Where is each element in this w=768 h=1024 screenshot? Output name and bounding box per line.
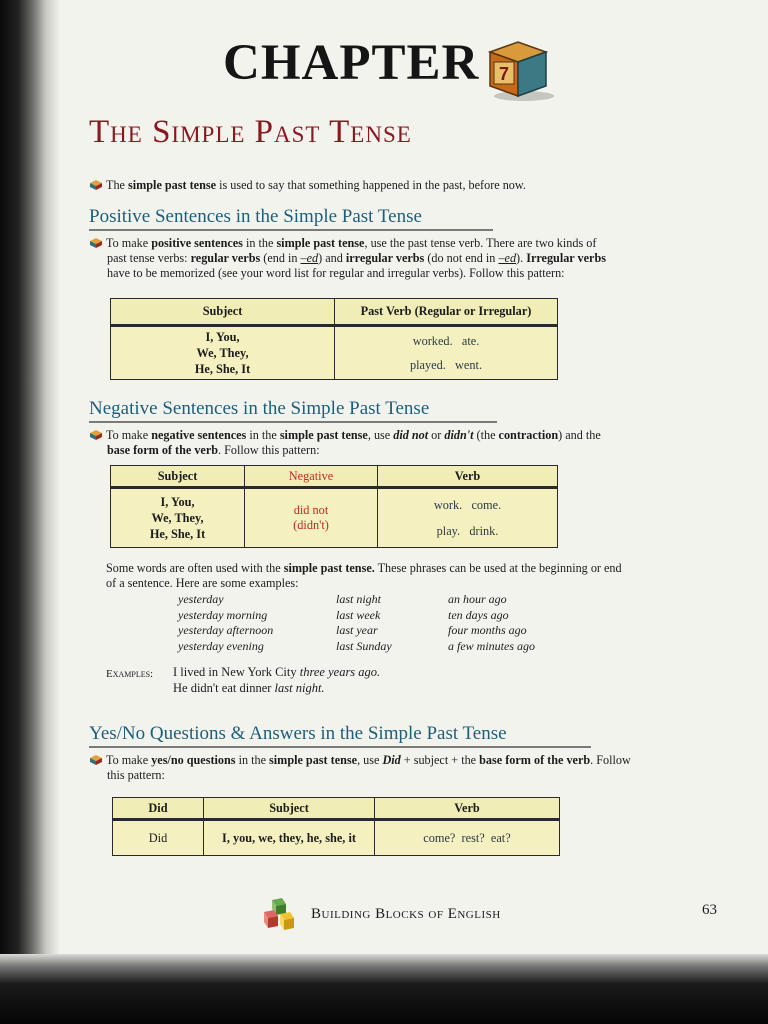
time-words-paragraph: Some words are often used with the simple past tense. These phrases can be used at the beginning or end of a sentence. Here are some examples: [106,561,622,590]
svg-text:7: 7 [498,64,510,84]
intro-paragraph: The simple past tense is used to say that something happened in the past, before now. [89,178,526,193]
book-title: Building Blocks of English [311,906,501,922]
negative-pattern-table [110,465,558,548]
table-header: Subject [204,798,375,820]
table-header: Did [113,798,204,820]
block-bullet-icon [89,237,103,249]
table-cell-verbs: come? rest? eat? [375,820,560,856]
table-cell-verbs: worked. ate. played. went. [335,326,558,380]
table-header: Negative [245,466,378,488]
questions-pattern-table [112,797,560,856]
questions-heading: Yes/No Questions & Answers in the Simple Past Tense [89,723,507,744]
table-cell-verbs: work. come. play. drink. [378,488,558,548]
table-cell-negative: did not (didn't) [245,488,378,548]
block-bullet-icon [89,179,103,191]
examples-sentences: I lived in New York City three years ago. He didn't eat dinner last night. [173,665,381,695]
negative-heading: Negative Sentences in the Simple Past Tense [89,398,430,419]
page-bottom-shadow [0,954,768,1024]
chapter-number-block-icon [484,36,554,102]
negative-heading-rule [89,421,497,423]
negative-paragraph: To make negative sentences in the simple past tense, use did not or didn't (the contraction) and the base form of the verb. Follow this pattern: [89,428,689,458]
table-header: Past Verb (Regular or Irregular) [335,299,558,326]
table-header: Verb [375,798,560,820]
table-header: Verb [378,466,558,488]
table-header: Subject [111,466,245,488]
chapter-word: CHAPTER [223,35,480,91]
positive-paragraph: To make positive sentences in the simple past tense, use the past tense verb. There are two kinds of past tense verbs: regular verbs (end in –ed) and irregular verbs (do not end in –ed). Irregular verbs have to be memorized (see your word list for regular and irregular verbs). Follow this pattern: [89,236,689,281]
table-cell-did: Did [113,820,204,856]
building-blocks-logo-icon [262,898,298,932]
positive-heading-rule [89,229,493,231]
page-binding-shadow [0,0,60,1024]
chapter-title: The Simple Past Tense [89,114,412,150]
positive-heading: Positive Sentences in the Simple Past Tense [89,206,422,227]
table-cell-subjects: I, you, we, they, he, she, it [204,820,375,856]
questions-heading-rule [89,746,591,748]
examples-label: Examples: [106,668,154,680]
table-cell-subjects: I, You, We, They, He, She, It [111,488,245,548]
block-bullet-icon [89,429,103,441]
time-words-column-3: an hour ago ten days ago four months ago a few minutes ago [448,592,535,653]
table-cell-subjects: I, You, We, They, He, She, It [111,326,335,380]
table-header: Subject [111,299,335,326]
questions-paragraph: To make yes/no questions in the simple past tense, use Did + subject + the base form of the verb. Follow this pattern: [89,753,709,783]
page-number: 63 [702,902,717,918]
block-bullet-icon [89,754,103,766]
positive-pattern-table [110,298,558,380]
time-words-column-1: yesterday yesterday morning yesterday afternoon yesterday evening [178,592,274,653]
time-words-column-2: last night last week last year last Sunday [336,592,392,653]
